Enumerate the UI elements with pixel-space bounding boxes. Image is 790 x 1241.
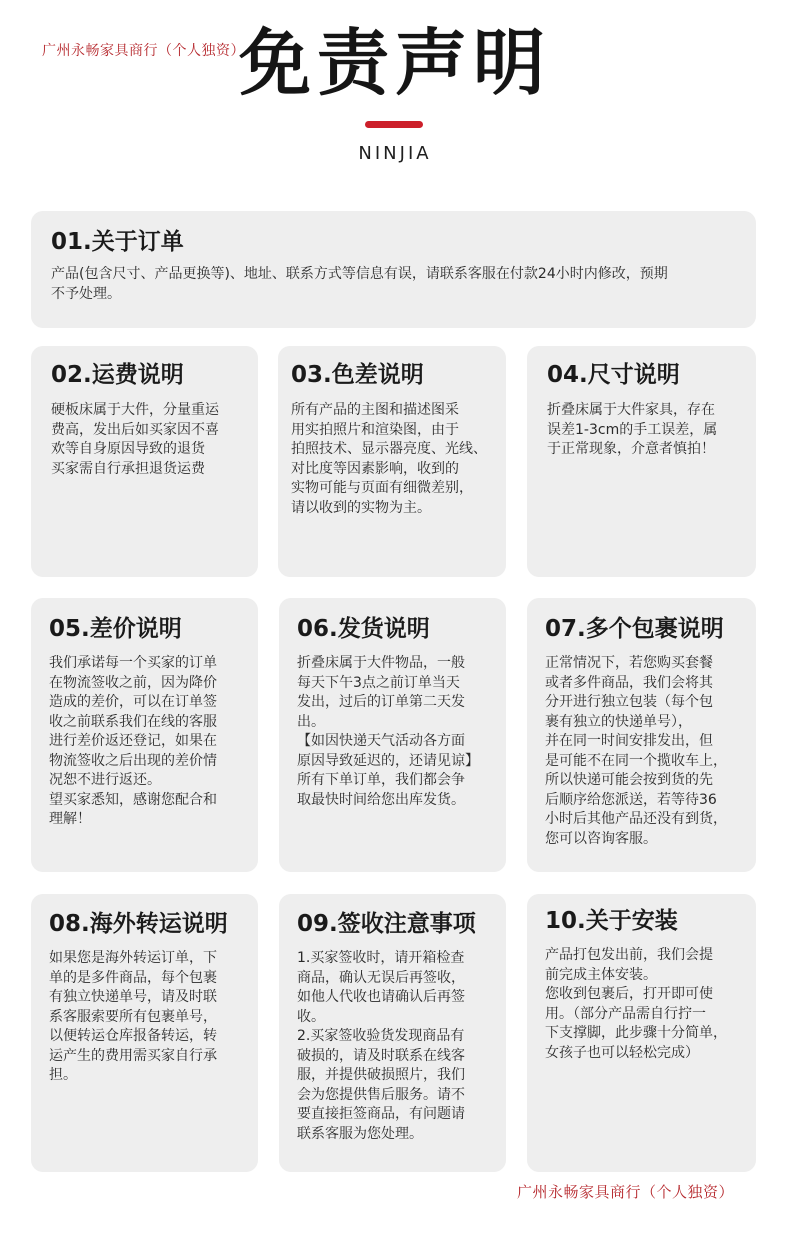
section-card-installation [527, 894, 756, 1172]
store-watermark-bottom: 广州永畅家具商行（个人独资） [517, 1183, 735, 1201]
section-card-shipping-fee [31, 346, 258, 577]
section-title: 05.差价说明 [49, 616, 182, 642]
section-body: 正常情况下，若您购买套餐 或者多件商品，我们会将其 分开进行独立包装（每个包 裹有独立的快递单号）， 并在同一时间安排发出，但 是可能不在同一个揽收车上， 所以快递可能会按到货的先 后顺序给您派送，若等待36 小时后其他产品还没有到货， 您可以咨询客服。 [545, 655, 727, 847]
section-body: 产品(包含尺寸、产品更换等)、地址、联系方式等信息有误，请联系客服在付款24小时内修改，预期 不予处理。 [51, 266, 668, 302]
section-card-size [527, 346, 756, 577]
title-accent-bar [365, 121, 423, 128]
section-card-color-difference [278, 346, 506, 577]
section-title: 01.关于订单 [51, 229, 184, 255]
section-body: 硬板床属于大件，分量重运 费高，发出后如买家因不喜 欢等自身原因导致的退货 买家需自行承担退货运费 [51, 402, 219, 477]
section-card-multiple-packages [527, 598, 756, 872]
section-title: 03.色差说明 [291, 362, 424, 388]
section-body: 如果您是海外转运订单，下 单的是多件商品，每个包裹 有独立快递单号，请及时联 系客服索要所有包裹单号， 以便转运仓库报备转运，转 运产生的费用需买家自行承 担。 [49, 950, 217, 1083]
section-title: 08.海外转运说明 [49, 911, 228, 937]
section-card-delivery [279, 598, 506, 872]
section-card-price-difference [31, 598, 258, 872]
section-card-receipt-notes [279, 894, 506, 1172]
section-title: 10.关于安装 [545, 908, 678, 934]
section-body: 折叠床属于大件家具，存在 误差1-3cm的手工误差，属 于正常现象，介意者慎拍！ [547, 402, 718, 457]
section-title: 04.尺寸说明 [547, 362, 680, 388]
page-title: 免责声明 [238, 21, 551, 105]
section-card-order [31, 211, 756, 328]
section-body: 我们承诺每一个买家的订单 在物流签收之前，因为降价 造成的差价，可以在订单签 收之前联系我们在线的客服 进行差价返还登记，如果在 物流签收之后出现的差价情 况恕不进行返还。 望买家悉知，感谢您配合和 理解！ [49, 655, 217, 827]
section-body: 产品打包发出前，我们会提 前完成主体安装。 您收到包裹后，打开即可使 用。（部分产品需自行拧一 下支撑脚，此步骤十分简单， 女孩子也可以轻松完成） [545, 947, 727, 1061]
section-card-overseas-forwarding [31, 894, 258, 1172]
brand-name: NINJIA [358, 143, 432, 164]
section-body: 折叠床属于大件物品，一般 每天下午3点之前订单当天 发出，过后的订单第二天发 出。 【如因快递天气活动各方面 原因导致延迟的，还请见谅】 所有下单订单，我们都会争 取最快时间给您出库发货。 [297, 655, 479, 808]
section-title: 07.多个包裹说明 [545, 616, 724, 642]
section-body: 1.买家签收时，请开箱检查 商品，确认无误后再签收， 如他人代收也请确认后再签 收。 2.买家签收验货发现商品有 破损的，请及时联系在线客 服，并提供破损照片，我们 会为您提供售后服务。请不 要直接拒签商品，有问题请 联系客服为您处理。 [297, 950, 465, 1142]
section-title: 06.发货说明 [297, 616, 430, 642]
store-watermark-top: 广州永畅家具商行（个人独资） [42, 43, 245, 59]
section-body: 所有产品的主图和描述图采 用实拍照片和渲染图，由于 拍照技术、显示器亮度、光线、 对比度等因素影响，收到的 实物可能与页面有细微差别， 请以收到的实物为主。 [291, 402, 487, 516]
section-title: 09.签收注意事项 [297, 911, 476, 937]
section-title: 02.运费说明 [51, 362, 184, 388]
